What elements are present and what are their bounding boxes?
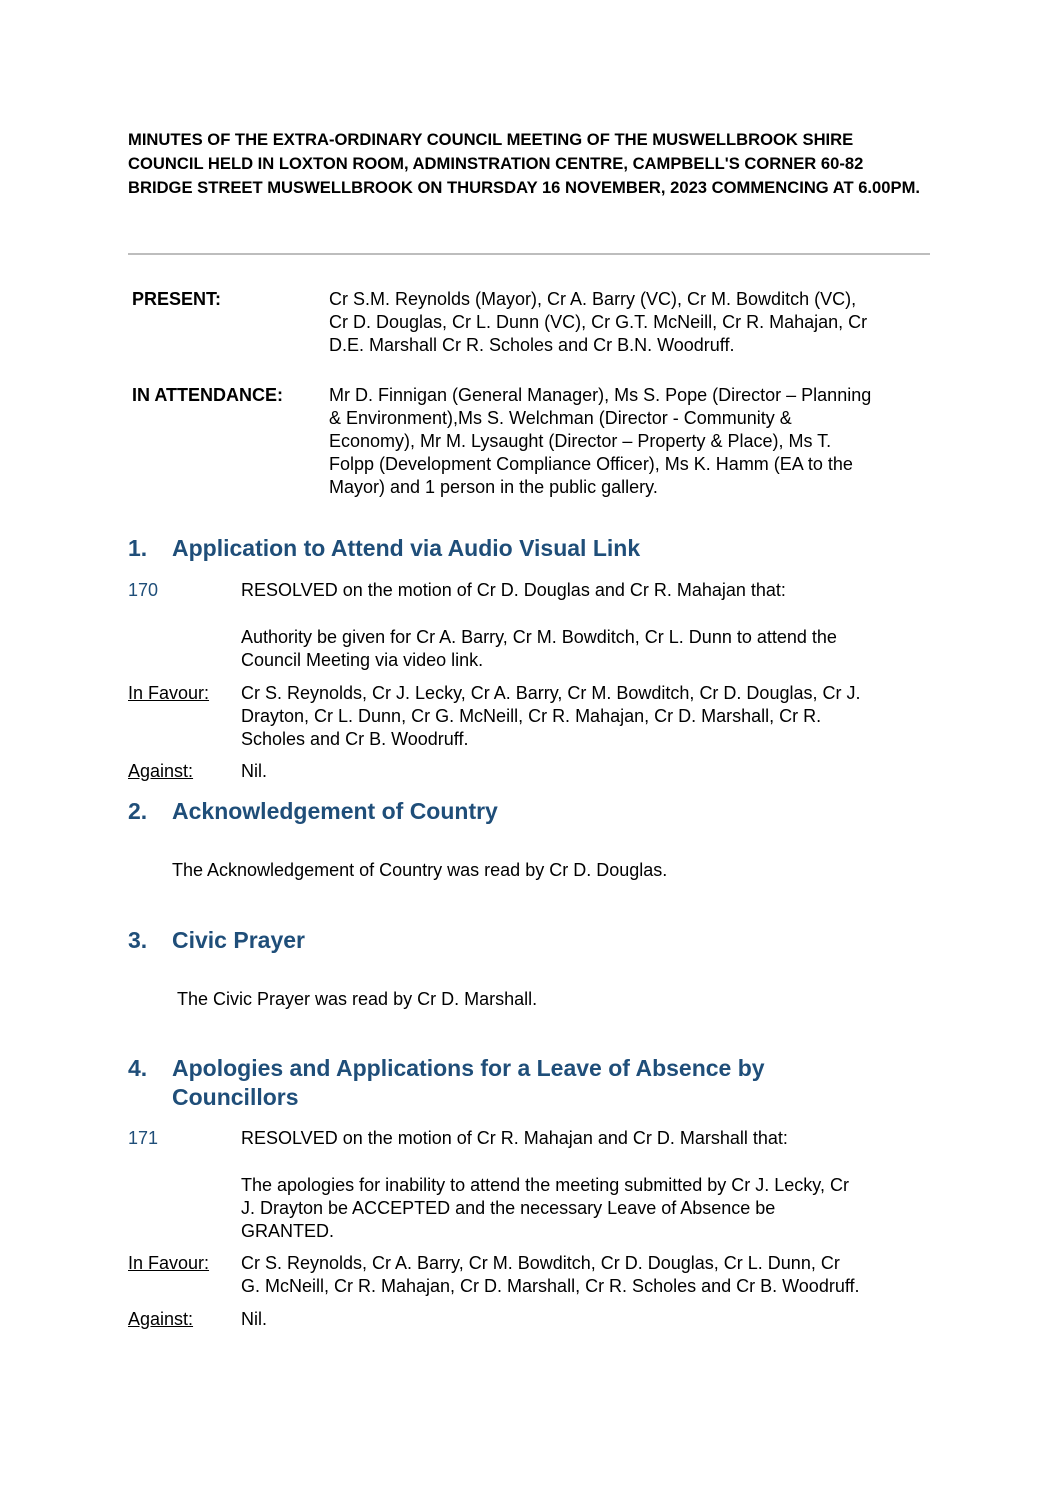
present-line: Cr D. Douglas, Cr L. Dunn (VC), Cr G.T. McNeill, Cr R. Mahajan, Cr (329, 312, 868, 332)
motion-line: GRANTED. (241, 1221, 335, 1241)
attendance-line: Folpp (Development Compliance Officer), Ms K. Hamm (EA to the (329, 454, 853, 474)
divider (128, 253, 930, 255)
motion-line: Authority be given for Cr A. Barry, Cr M. Bowditch, Cr L. Dunn to attend the (241, 627, 837, 647)
attendance-line: Economy), Mr M. Lysaught (Director – Property & Place), Ms T. (329, 431, 832, 451)
section-title-text (172, 1054, 872, 1112)
minutes-heading: MINUTES OF THE EXTRA-ORDINARY COUNCIL MEETING OF THE MUSWELLBROOK SHIRE COUNCIL HELD IN LOXTON ROOM, ADMINSTRATION CENTRE, CAMPBELL'S CORNER 60-82 BRIDGE STREET MUSWELLBROOK ON THURSDAY 16 NOVEMBER, 2023 COMMENCING AT 6.00PM. (128, 130, 921, 197)
motion-line: The apologies for inability to attend the meeting submitted by Cr J. Lecky, Cr (241, 1175, 849, 1195)
present-line: Cr S.M. Reynolds (Mayor), Cr A. Barry (VC), Cr M. Bowditch (VC), (329, 289, 857, 309)
section-title-text: Application to Attend via Audio Visual Link (172, 535, 641, 561)
section-number: 2. (128, 798, 148, 824)
section-body: The Civic Prayer was read by Cr D. Marshall. (177, 989, 538, 1009)
attendance-line: & Environment),Ms S. Welchman (Director - Community & (329, 408, 792, 428)
section-number: 3. (128, 927, 148, 953)
in-favour-line: Cr S. Reynolds, Cr J. Lecky, Cr A. Barry, Cr M. Bowditch, Cr D. Douglas, Cr J. (241, 683, 861, 703)
attendance-list (329, 384, 929, 499)
in-favour-label: In Favour: (128, 683, 210, 703)
resolution-number: 170 (128, 580, 159, 600)
section-title-text: Civic Prayer (172, 927, 305, 953)
present-list (329, 288, 929, 357)
section-title-text: Acknowledgement of Country (172, 798, 498, 824)
resolved-text: RESOLVED on the motion of Cr R. Mahajan and Cr D. Marshall that: (241, 1128, 788, 1148)
attendance-label: IN ATTENDANCE: (132, 385, 283, 405)
section-title-line: Apologies and Applications for a Leave of Absence by (172, 1055, 765, 1081)
in-favour-label: In Favour: (128, 1253, 210, 1273)
against-label: Against: (128, 761, 194, 781)
in-favour-line: Drayton, Cr L. Dunn, Cr G. McNeill, Cr R. Mahajan, Cr D. Marshall, Cr R. (241, 706, 822, 726)
motion-line: Council Meeting via video link. (241, 650, 484, 670)
against-value: Nil. (241, 1309, 267, 1329)
in-favour-line: Cr S. Reynolds, Cr A. Barry, Cr M. Bowditch, Cr D. Douglas, Cr L. Dunn, Cr (241, 1253, 840, 1273)
section-number: 1. (128, 535, 148, 561)
against-label: Against: (128, 1309, 194, 1329)
present-line: D.E. Marshall Cr R. Scholes and Cr B.N. Woodruff. (329, 335, 735, 355)
section-title-line: Councillors (172, 1084, 299, 1110)
motion-line: J. Drayton be ACCEPTED and the necessary Leave of Absence be (241, 1198, 776, 1218)
in-favour-line: G. McNeill, Cr R. Mahajan, Cr D. Marshall, Cr R. Scholes and Cr B. Woodruff. (241, 1276, 860, 1296)
section-number: 4. (128, 1055, 148, 1081)
present-label: PRESENT: (132, 289, 222, 309)
in-favour-line: Scholes and Cr B. Woodruff. (241, 729, 469, 749)
section-body: The Acknowledgement of Country was read by Cr D. Douglas. (172, 860, 668, 880)
attendance-line: Mayor) and 1 person in the public gallery. (329, 477, 658, 497)
resolved-text: RESOLVED on the motion of Cr D. Douglas and Cr R. Mahajan that: (241, 580, 786, 600)
resolution-number: 171 (128, 1128, 159, 1148)
attendance-line: Mr D. Finnigan (General Manager), Ms S. Pope (Director – Planning (329, 385, 872, 405)
against-value: Nil. (241, 761, 267, 781)
